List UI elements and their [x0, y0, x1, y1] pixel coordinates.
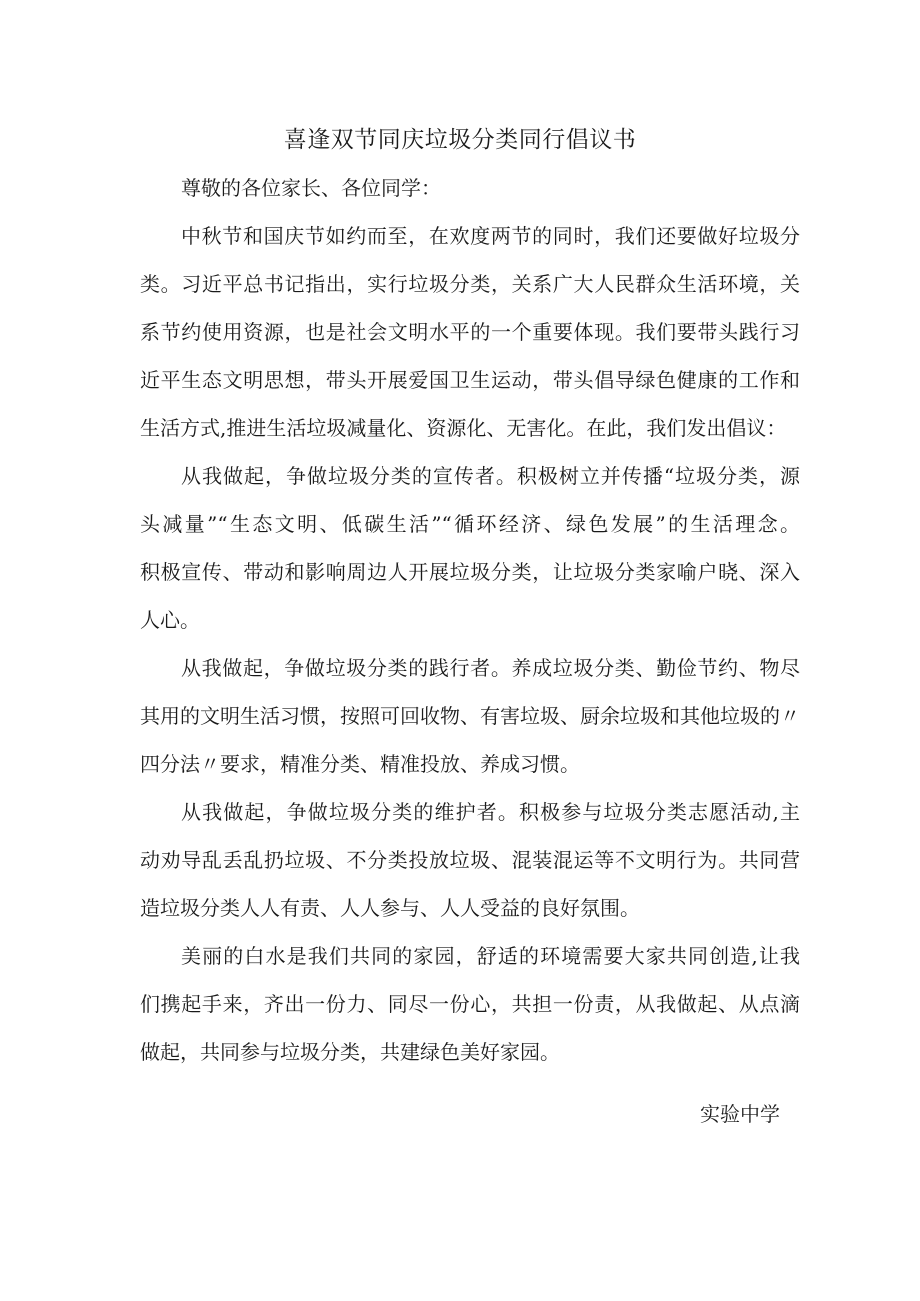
paragraph-4-line-2: 动劝导乱丢乱扔垃圾、不分类投放垃圾、混装混运等不文明行为。共同营: [140, 848, 800, 872]
paragraph-1-line-3: 系节约使用资源，也是社会文明水平的一个重要体现。我们要带头践行习: [140, 320, 800, 344]
paragraph-1-line-4: 近平生态文明思想，带头开展爱国卫生运动，带头倡导绿色健康的工作和: [140, 368, 800, 392]
paragraph-2-line-1: 从我做起，争做垃圾分类的宣传者。积极树立并传播“垃圾分类，源: [181, 464, 800, 488]
greeting: 尊敬的各位家长、各位同学：: [181, 176, 441, 200]
signature: 实验中学: [700, 1102, 780, 1126]
paragraph-3-line-2: 其用的文明生活习惯，按照可回收物、有害垃圾、厨余垃圾和其他垃圾的〃: [140, 704, 800, 728]
paragraph-1-line-2: 类。习近平总书记指出，实行垃圾分类，关系广大人民群众生活环境，关: [140, 272, 800, 296]
paragraph-5-line-1: 美丽的白水是我们共同的家园，舒适的环境需要大家共同创造,让我: [181, 944, 800, 968]
paragraph-5-line-3: 做起，共同参与垃圾分类，共建绿色美好家园。: [140, 1040, 560, 1064]
paragraph-2-line-2: 头减量”“生态文明、低碳生活”“循环经济、绿色发展”的生活理念。: [140, 512, 800, 536]
paragraph-4-line-3: 造垃圾分类人人有责、人人参与、人人受益的良好氛围。: [140, 896, 640, 920]
paragraph-1-line-1: 中秋节和国庆节如约而至，在欢度两节的同时，我们还要做好垃圾分: [181, 224, 800, 248]
paragraph-4-line-1: 从我做起，争做垃圾分类的维护者。积极参与垃圾分类志愿活动,主: [181, 800, 800, 824]
paragraph-3-line-1: 从我做起，争做垃圾分类的践行者。养成垃圾分类、勤俭节约、物尽: [181, 656, 800, 680]
paragraph-3-line-3: 四分法〃要求，精准分类、精准投放、养成习惯。: [140, 752, 580, 776]
paragraph-1-line-5: 生活方式,推进生活垃圾减量化、资源化、无害化。在此，我们发出倡议：: [140, 416, 787, 440]
document-title: 喜逢双节同庆垃圾分类同行倡议书: [283, 127, 637, 153]
paragraph-2-line-4: 人心。: [140, 608, 200, 632]
paragraph-5-line-2: 们携起手来，齐出一份力、同尽一份心，共担一份责，从我做起、从点滴: [140, 992, 800, 1016]
paragraph-2-line-3: 积极宣传、带动和影响周边人开展垃圾分类，让垃圾分类家喻户晓、深入: [140, 560, 800, 584]
